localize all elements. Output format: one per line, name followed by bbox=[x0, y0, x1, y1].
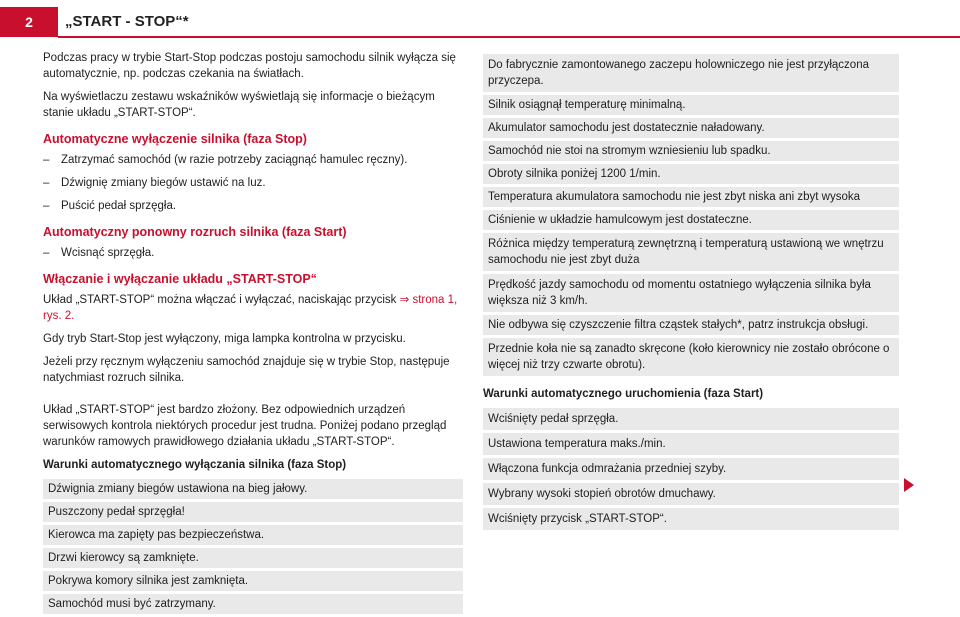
onoff-paragraph bbox=[43, 292, 463, 324]
condition-box: Pokrywa komory silnika jest zamknięta. bbox=[43, 571, 463, 591]
condition-box: Prędkość jazdy samochodu od momentu ostatniego wyłączenia silnika była większa niż 3 km/h. bbox=[483, 274, 899, 312]
condition-box: Akumulator samochodu jest dostatecznie naładowany. bbox=[483, 118, 899, 138]
condition-box: Wciśnięty pedał sprzęgła. bbox=[483, 408, 899, 430]
condition-box: Wciśnięty przycisk „START-STOP“. bbox=[483, 508, 899, 530]
dash-marker: – bbox=[43, 200, 50, 212]
condition-box: Przednie koła nie są zanadto skręcone (koło kierownicy nie zostało obrócone o więcej niż trzy czwarte obrotu). bbox=[483, 338, 899, 376]
stop-step-text: Dźwignię zmiany biegów ustawić na luz. bbox=[61, 177, 266, 189]
condition-box: Do fabrycznie zamontowanego zaczepu holowniczego nie jest przyłączona przyczepa. bbox=[483, 54, 899, 92]
condition-box: Wybrany wysoki stopień obrotów dmuchawy. bbox=[483, 483, 899, 505]
page-title: „START - STOP“* bbox=[65, 13, 189, 30]
onoff-text: Układ „START-STOP“ można włączać i wyłączać, naciskając przycisk bbox=[43, 294, 397, 306]
lamp-paragraph: Gdy tryb Start-Stop jest wyłączony, miga lampka kontrolna w przycisku. bbox=[43, 333, 406, 345]
condition-box: Kierowca ma zapięty pas bezpieczeństwa. bbox=[43, 525, 463, 545]
stop-phase-heading: Automatyczne wyłączenie silnika (faza Stop) bbox=[43, 132, 307, 146]
stop-step bbox=[43, 198, 463, 214]
page-reference-link[interactable]: ⇒ strona 1, rys. 2. bbox=[43, 294, 458, 322]
condition-box: Temperatura akumulatora samochodu nie jest zbyt niska ani zbyt wysoka bbox=[483, 187, 899, 207]
condition-box: Dźwignia zmiany biegów ustawiona na bieg jałowy. bbox=[43, 479, 463, 499]
stop-conditions-heading: Warunki automatycznego wyłączania silnika (faza Stop) bbox=[43, 459, 347, 471]
condition-box: Drzwi kierowcy są zamknięte. bbox=[43, 548, 463, 568]
dash-marker: – bbox=[43, 177, 50, 189]
condition-box: Ustawiona temperatura maks./min. bbox=[483, 433, 899, 455]
triangle-right-icon[interactable] bbox=[904, 478, 914, 492]
dash-marker: – bbox=[43, 247, 50, 259]
condition-box: Ciśnienie w układzie hamulcowym jest dostateczne. bbox=[483, 210, 899, 230]
start-step-text: Wcisnąć sprzęgła. bbox=[61, 247, 155, 259]
intro-paragraph-1: Podczas pracy w trybie Start-Stop podczas postoju samochodu silnik wyłącza się automatycznie, np. podczas czekania na światłach. bbox=[43, 52, 456, 80]
left-column bbox=[43, 50, 463, 617]
stop-step-text: Puścić pedał sprzęgła. bbox=[61, 200, 177, 212]
condition-box: Włączona funkcja odmrażania przedniej szyby. bbox=[483, 458, 899, 480]
condition-box: Puszczony pedał sprzęgła! bbox=[43, 502, 463, 522]
condition-box: Obroty silnika poniżej 1200 1/min. bbox=[483, 164, 899, 184]
complexity-paragraph: Układ „START-STOP“ jest bardzo złożony. Bez odpowiednich urządzeń serwisowych kontrola niektórych procedur jest trudna. Poniżej podano przegląd warunków ramowych prawidłowego działania układu „START-STOP“. bbox=[43, 404, 447, 448]
intro-paragraph-2: Na wyświetlaczu zestawu wskaźników wyświetlają się informacje o bieżącym stanie układu „START-STOP“. bbox=[43, 91, 435, 119]
start-phase-heading: Automatyczny ponowny rozruch silnika (faza Start) bbox=[43, 225, 347, 239]
dash-marker: – bbox=[43, 154, 50, 166]
stop-step-text: Zatrzymać samochód (w razie potrzeby zaciągnąć hamulec ręczny). bbox=[61, 154, 408, 166]
condition-box: Różnica między temperaturą zewnętrzną i temperaturą ustawioną we wnętrzu samochodu nie jest zbyt duża bbox=[483, 233, 899, 271]
condition-box: Nie odbywa się czyszczenie filtra cząstek stałych*, patrz instrukcja obsługi. bbox=[483, 315, 899, 335]
manual-off-paragraph: Jeżeli przy ręcznym wyłączeniu samochód znajduje się w trybie Stop, następuje natychmiast rozruch silnika. bbox=[43, 356, 450, 384]
onoff-heading: Włączanie i wyłączanie układu „START-STOP“ bbox=[43, 272, 317, 286]
condition-box: Samochód musi być zatrzymany. bbox=[43, 594, 463, 614]
start-conditions-heading: Warunki automatycznego uruchomienia (faza Start) bbox=[483, 388, 764, 400]
title-underline bbox=[58, 36, 960, 38]
start-step bbox=[43, 245, 463, 261]
right-column bbox=[483, 54, 899, 533]
condition-box: Silnik osiągnął temperaturę minimalną. bbox=[483, 95, 899, 115]
page-number: 2 bbox=[0, 7, 58, 37]
condition-box: Samochód nie stoi na stromym wzniesieniu lub spadku. bbox=[483, 141, 899, 161]
stop-step bbox=[43, 175, 463, 191]
stop-step bbox=[43, 152, 463, 168]
